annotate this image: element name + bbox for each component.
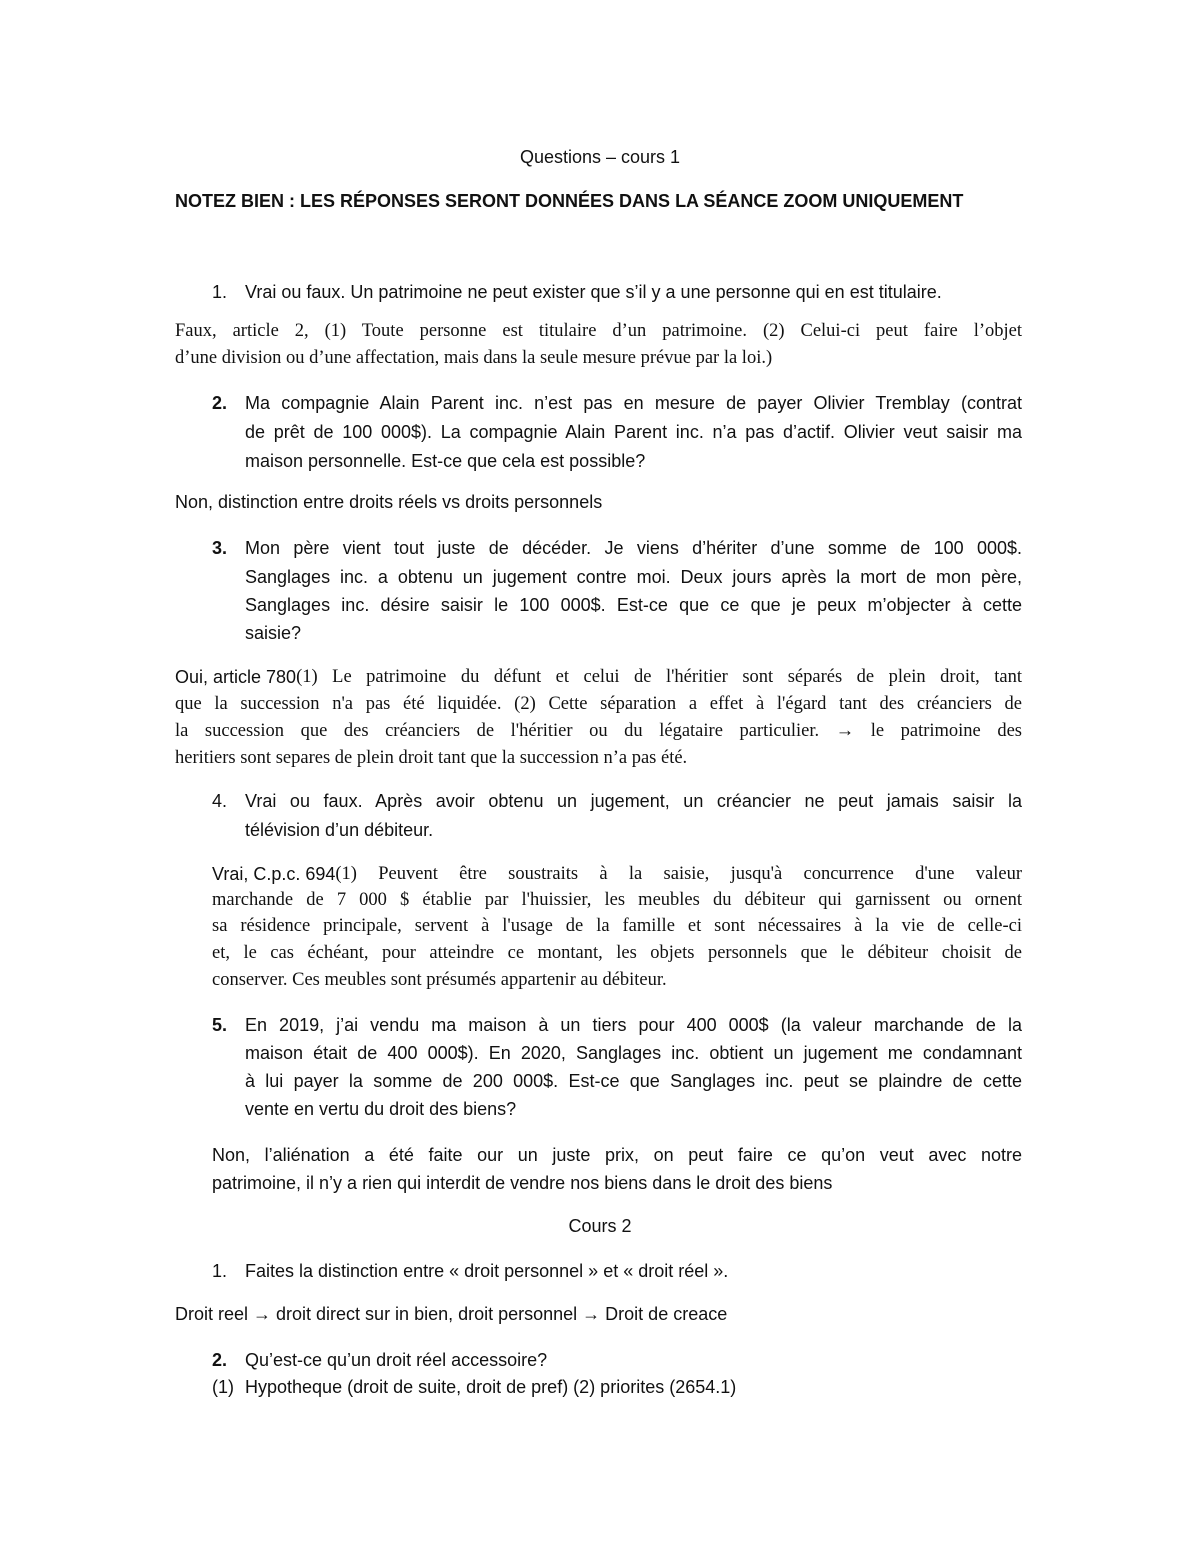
answer-line: et, le cas échéant, pour atteindre ce montant, les objets personnels que le débiteur choisit de	[212, 943, 1022, 963]
question-text: Faites la distinction entre « droit personnel » et « droit réel ».	[245, 1261, 729, 1281]
answer-line: patrimoine, il n’y a rien qui interdit de vendre nos biens dans le droit des biens	[212, 1173, 833, 1193]
question-text: à lui payer la somme de 200 000$. Est-ce que Sanglages inc. peut se plaindre de cette	[245, 1071, 1022, 1091]
answer-line: sa résidence principale, servent à l'usage de la famille et sont nécessaires à la vie de celle-ci	[212, 916, 1022, 936]
question-text: Vrai ou faux. Un patrimoine ne peut exister que s’il y a une personne qui en est titulaire.	[245, 282, 942, 302]
answer-line: d’une division ou d’une affectation, mais dans la seule mesure prévue par la loi.)	[175, 348, 773, 368]
question-text: de prêt de 100 000$). La compagnie Alain Parent inc. n’a pas d’actif. Olivier veut saisir ma	[245, 422, 1022, 442]
question-text: vente en vertu du droit des biens?	[245, 1099, 517, 1119]
answer-line: marchande de 7 000 $ établie par l'huissier, les meubles du débiteur qui garnissent ou ornent	[212, 890, 1022, 910]
question-number: 5.	[212, 1015, 228, 1035]
answer-line: Non, l’aliénation a été faite our un juste prix, on peut faire ce qu’on veut avec notre	[212, 1145, 1022, 1165]
question-number: 1.	[212, 282, 228, 302]
answer-line	[175, 668, 1022, 687]
question-text: Vrai ou faux. Après avoir obtenu un jugement, un créancier ne peut jamais saisir la	[245, 791, 1022, 811]
answer-line: Faux, article 2, (1) Toute personne est titulaire d’un patrimoine. (2) Celui-ci peut faire l’objet	[175, 321, 1022, 341]
answer-number: (1)	[212, 1377, 234, 1397]
answer-line	[212, 865, 1022, 884]
question-text: télévision d’un débiteur.	[245, 820, 434, 840]
answer-line: conserver. Ces meubles sont présumés appartenir au débiteur.	[212, 970, 667, 990]
answer-line: Non, distinction entre droits réels vs droits personnels	[175, 492, 603, 512]
answer-line: Droit reel → droit direct sur in bien, droit personnel → Droit de creace	[175, 1304, 728, 1324]
question-number: 3.	[212, 538, 228, 558]
answer-line: Hypotheque (droit de suite, droit de pref) (2) priorites (2654.1)	[245, 1377, 737, 1397]
question-text: Mon père vient tout juste de décéder. Je viens d’hériter d’une somme de 100 000$.	[245, 538, 1022, 558]
answer-line: heritiers sont separes de plein droit tant que la succession n’a pas été.	[175, 748, 688, 768]
question-text: Qu’est-ce qu’un droit réel accessoire?	[245, 1350, 548, 1370]
question-number: 4.	[212, 791, 228, 811]
question-number: 2.	[212, 1350, 228, 1370]
question-text: Ma compagnie Alain Parent inc. n’est pas en mesure de payer Olivier Tremblay (contrat	[245, 393, 1022, 413]
question-number: 1.	[212, 1261, 228, 1281]
question-text: saisie?	[245, 623, 302, 643]
question-text: maison était de 400 000$). En 2020, Sanglages inc. obtient un jugement me condamnant	[245, 1043, 1022, 1063]
answer-line: la succession que des créanciers de l'héritier ou du légataire particulier. → le patrimoine des	[175, 721, 1022, 741]
question-text: Sanglages inc. désire saisir le 100 000$. Est-ce que ce que je peux m’objecter à cette	[245, 595, 1022, 615]
question-text: Sanglages inc. a obtenu un jugement contre moi. Deux jours après la mort de mon père,	[245, 567, 1022, 587]
answer-prefix: Vrai, C.p.c. 694	[212, 864, 336, 884]
answer-text: (1) Peuvent être soustraits à la saisie, jusqu'à concurrence d'une valeur	[335, 864, 1022, 884]
section-title: Cours 2	[568, 1216, 632, 1236]
answer-text: (1) Le patrimoine du défunt et celui de l'héritier sont séparés de plein droit, tant	[296, 667, 1022, 687]
question-number: 2.	[212, 393, 228, 413]
question-text: En 2019, j’ai vendu ma maison à un tiers pour 400 000$ (la valeur marchande de la	[245, 1015, 1022, 1035]
question-text: maison personnelle. Est-ce que cela est possible?	[245, 451, 646, 471]
page-title: Questions – cours 1	[519, 147, 681, 167]
answer-prefix: Oui, article 780	[175, 667, 297, 687]
answer-line: que la succession n'a pas été liquidée. (2) Cette séparation a effet à l'égard tant des créanciers de	[175, 694, 1022, 714]
notice-text: NOTEZ BIEN : LES RÉPONSES SERONT DONNÉES DANS LA SÉANCE ZOOM UNIQUEMENT	[175, 191, 964, 211]
